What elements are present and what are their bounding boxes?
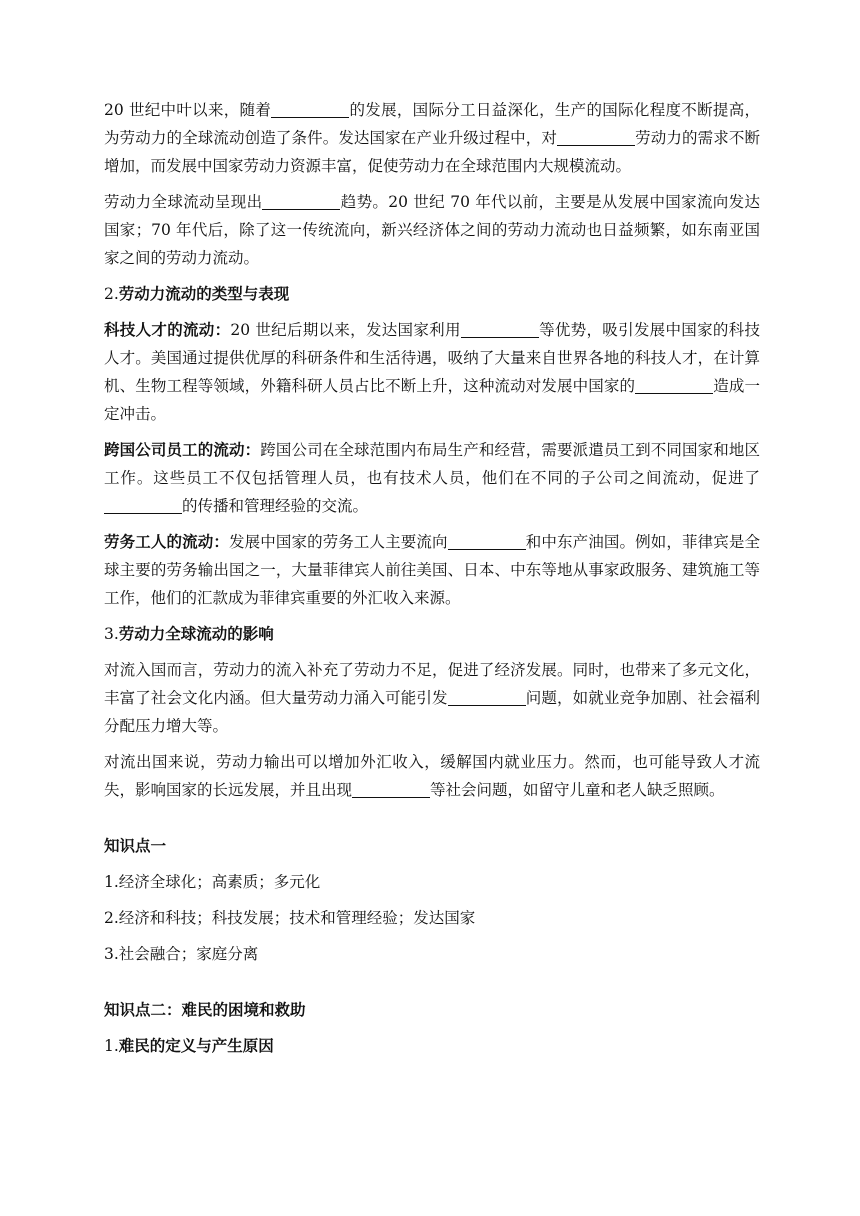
heading-impacts: 3.劳动力全球流动的影响 — [104, 624, 274, 643]
spacer — [104, 976, 760, 996]
paragraph-inflow-impact: 对流入国而言，劳动力的流入补充了劳动力不足，促进了经济发展。同时，也带来了多元文化，丰富了社会文化内涵。但大量劳动力涌入可能引发 问题，如就业竞争加剧、社会福利分配压力增大等。 — [104, 661, 760, 735]
answers-title: 知识点一 — [104, 836, 167, 855]
paragraph-multinational-staff: 跨国公司员工的流动：跨国公司在全球范围内布局生产和经营，需要派遣员工到不同国家和地区工作。这些员工不仅包括管理人员，也有技术人员，他们在不同的子公司之间流动，促进了的传播和管理经验的交流。 — [104, 440, 760, 515]
paragraph-outflow-impact: 对流出国来说，劳动力输出可以增加外汇收入，缓解国内就业压力。然而，也可能导致人才流失，影响国家的长远发展，并且出现 等社会问题，如留守儿童和老人缺乏照顾。 — [104, 753, 760, 799]
spacer — [104, 812, 760, 832]
fill-blank[interactable] — [271, 99, 349, 118]
section-title-refugees: 知识点二：难民的困境和救助 — [104, 1000, 306, 1019]
fill-blank[interactable] — [104, 495, 182, 514]
fill-blank[interactable] — [352, 779, 430, 798]
term-label: 科技人才的流动： — [104, 320, 231, 339]
fill-blank[interactable] — [448, 687, 526, 706]
paragraph-labor-workers: 劳务工人的流动：发展中国家的劳务工人主要流向 和中东产油国。例如，菲律宾是全球主要的劳务输出国之一，大量菲律宾人前往美国、日本、中东等地从事家政服务、建筑施工等工作，他们的汇款成为菲律宾重要的外汇收入来源。 — [104, 532, 760, 607]
term-label: 劳务工人的流动： — [104, 532, 229, 551]
heading-refugee-definition: 1.难民的定义与产生原因 — [104, 1036, 274, 1055]
fill-blank[interactable] — [448, 531, 526, 550]
paragraph-diversification: 劳动力全球流动呈现出 趋势。20 世纪 70 年代以前，主要是从发展中国家流向发达国家；70 年代后，除了这一传统流向，新兴经济体之间的劳动力流动也日益频繁，如东南亚国家之间的劳动力流动。 — [104, 193, 760, 267]
fill-blank[interactable] — [461, 319, 539, 338]
answer-line: 1.经济全球化；高素质；多元化 — [104, 873, 321, 891]
answer-line: 2.经济和科技；科技发展；技术和管理经验；发达国家 — [104, 909, 476, 927]
paragraph-globalization: 20 世纪中叶以来，随着 的发展，国际分工日益深化，生产的国际化程度不断提高，为劳动力的全球流动创造了条件。发达国家在产业升级过程中，对 劳动力的需求不断增加，而发展中国家劳动力资源丰富，促使劳动力在全球范围内大规模流动。 — [104, 101, 760, 175]
term-label: 跨国公司员工的流动： — [104, 440, 261, 459]
document-page — [104, 96, 760, 1068]
answer-line: 3.社会融合；家庭分离 — [104, 945, 259, 963]
paragraph-tech-talent: 科技人才的流动：20 世纪后期以来，发达国家利用 等优势，吸引发展中国家的科技人才。美国通过提供优厚的科研条件和生活待遇，吸纳了大量来自世界各地的科技人才，在计算机、生物工程等领域，外籍科研人员占比不断上升，这种流动对发展中国家的 造成一定冲击。 — [104, 320, 760, 423]
fill-blank[interactable] — [557, 127, 635, 146]
fill-blank[interactable] — [262, 191, 340, 210]
heading-types: 2.劳动力流动的类型与表现 — [104, 284, 290, 303]
fill-blank[interactable] — [635, 375, 713, 394]
